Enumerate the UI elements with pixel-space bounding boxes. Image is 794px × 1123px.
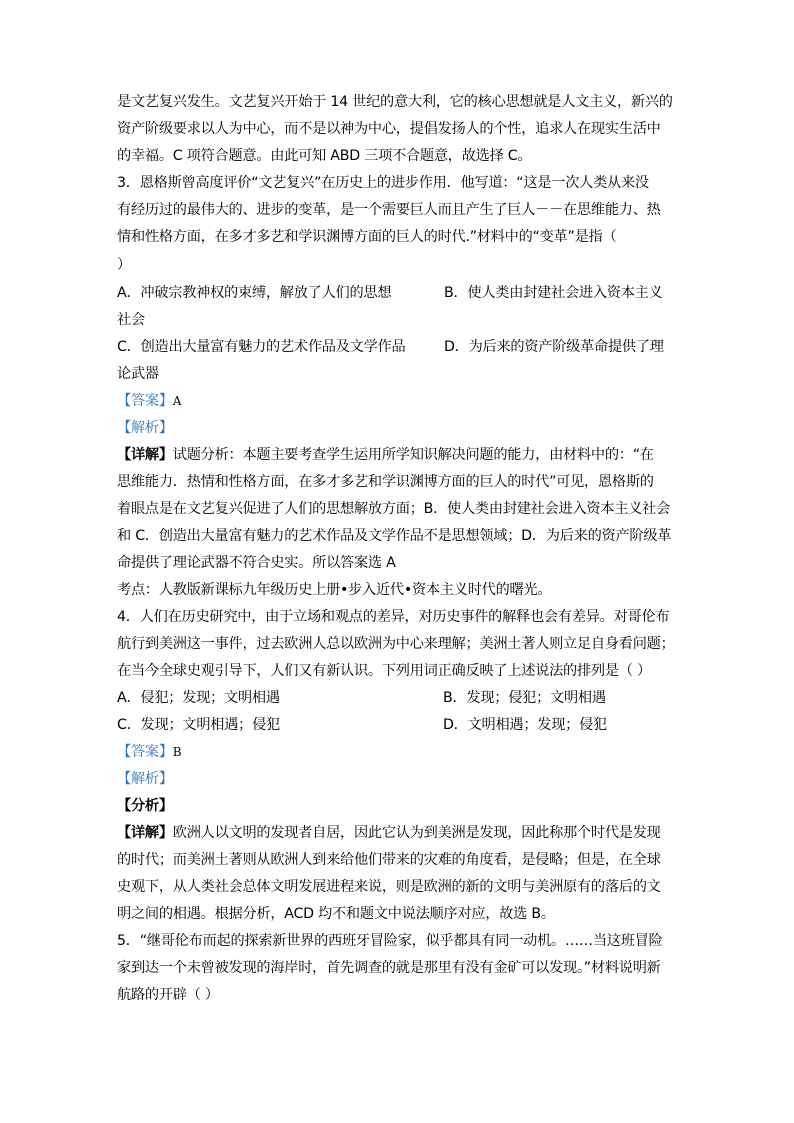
document-page [117,89,677,1009]
detail-line: 的时代；而美洲土著则从欧洲人到来给他们带来的灾难的角度看，是侵略；但是，在全球 [117,852,661,868]
question-stem-line: 在当今全球史观引导下，人们又有新认识。下列用词正确反映了上述说法的排列是（ ） [117,663,651,679]
answer-value: A [172,394,182,408]
text-line: 资产阶级要求以人为中心，而不是以神为中心，提倡发扬人的个性，追求人在现实生活中 [117,121,661,137]
question-stem-line: 3．恩格斯曾高度评价“文艺复兴”在历史上的进步作用．他写道：“这是一次人类从来没 [117,175,649,191]
detail-line: 思维能力．热情和性格方面，在多才多艺和学识渊博方面的巨人的时代”可见，恩格斯的 [117,474,654,490]
question-stem-line: 家到达一个未曾被发现的海岸时，首先调查的就是那里有没有金矿可以发现。”材料说明新 [117,960,661,976]
question-stem-line: 4．人们在历史研究中，由于立场和观点的差异，对历史事件的解释也会有差异。对哥伦布 [117,609,670,625]
detail-line [117,442,677,469]
previous-answer-continuation [117,89,677,170]
option-c: C．创造出大量富有魅力的艺术作品及文学作品 [117,339,406,355]
option-a: A．冲破宗教神权的束缚，解放了人们的思想 [117,285,392,301]
answer-value: B [172,745,182,759]
question-3 [117,170,677,604]
option-c: C．发现；文明相遇；侵犯 [117,717,280,733]
question-stem-line: ） [117,257,131,273]
option-b: B．发现；侵犯；文明相遇 [443,690,606,706]
options-row-cd [117,712,677,739]
text-line: 是文艺复兴发生。文艺复兴开始于 14 世纪的意大利，它的核心思想就是人文主义，新兴的 [117,94,673,110]
answer-line [117,388,677,415]
option-b-wrap: 社会 [117,312,145,328]
options-row-ab [117,685,677,712]
analysis-line [117,415,677,442]
detail-label: 【详解】 [117,447,173,463]
analysis-sub-label: 【分析】 [117,798,173,814]
question-4 [117,604,677,928]
text-line: 的幸福。C 项符合题意。由此可知 ABD 三项不合题意，故选择 C。 [117,148,532,164]
options-row-cd [117,334,677,361]
analysis-sub-line [117,793,677,820]
detail-text: 欧洲人以文明的发现者自居，因此它认为到美洲是发现，因此称那个时代是发现 [172,825,661,841]
detail-line: 明之间的相遇。根据分析，ACD 均不和题文中说法顺序对应，故选 B。 [117,906,555,922]
detail-text: 试题分析：本题主要考查学生运用所学知识解决问题的能力，由材料中的：“在 [172,447,654,463]
option-d: D．文明相遇；发现；侵犯 [443,717,607,733]
question-stem-line: 情和性格方面，在多才多艺和学识渊博方面的巨人的时代.”材料中的“变革”是指（ [117,229,617,245]
question-stem-line: 航路的开辟（ ） [117,987,219,1003]
option-d-wrap: 论武器 [117,366,159,382]
detail-line: 命提供了理论武器不符合史实。所以答案选 A [117,555,396,571]
answer-line [117,739,677,766]
question-5 [117,928,677,1009]
detail-label: 【详解】 [117,825,173,841]
question-stem-line: 有经历过的最伟大的、进步的变革，是一个需要巨人而且产生了巨人－－在思维能力、热 [117,202,661,218]
question-stem-line: 5．“继哥伦布而起的探索新世界的西班牙冒险家，似乎都具有同一动机。……当这班冒险 [117,933,663,949]
analysis-label: 【解析】 [117,420,173,436]
analysis-line [117,766,677,793]
answer-label: 【答案】 [117,744,173,760]
exam-point-line: 考点：人教版新课标九年级历史上册•步入近代•资本主义时代的曙光。 [117,582,552,598]
detail-line [117,820,677,847]
option-b: B．使人类由封建社会进入资本主义 [444,285,663,301]
detail-line: 和 C．创造出大量富有魅力的艺术作品及文学作品不是思想领域；D．为后来的资产阶级革 [117,528,672,544]
detail-line: 史观下，从人类社会总体文明发展进程来说，则是欧洲的新的文明与美洲原有的落后的文 [117,879,661,895]
answer-label: 【答案】 [117,393,173,409]
detail-line: 着眼点是在文艺复兴促进了人们的思想解放方面；B．使人类由封建社会进入资本主义社会 [117,501,671,517]
question-stem-line: 航行到美洲这一事件，过去欧洲人总以欧洲为中心来理解；美洲土著人则立足自身看问题； [117,636,675,652]
option-d: D．为后来的资产阶级革命提供了理 [444,339,664,355]
option-a: A．侵犯；发现；文明相遇 [117,690,280,706]
options-row-ab [117,280,677,307]
analysis-label: 【解析】 [117,771,173,787]
